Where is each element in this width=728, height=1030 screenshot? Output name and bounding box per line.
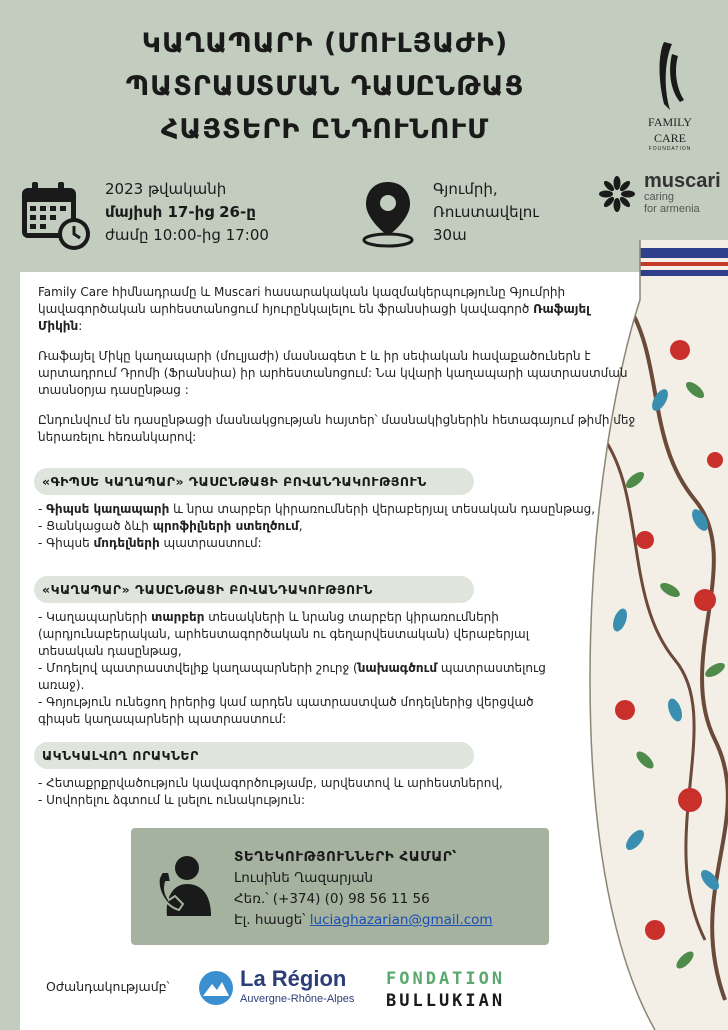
contact-email-link[interactable]: luciaghazarian@gmail.com — [309, 912, 493, 928]
intro-p1-text: Family Care հիմնադրամը և Muscari հասարակական կազմակերպությունը Գյումրիի կավագործական արհեստանոցում հյուրընկալելու են ֆրանսիացի կավագործ — [38, 285, 566, 316]
contact-title: ՏԵՂԵԿՈՒԹՅՈՒՆՆԵՐԻ ՀԱՄԱՐ՝ — [234, 849, 457, 865]
left-strip — [0, 272, 20, 1030]
event-hours: ժամը 10:00-ից 17:00 — [105, 226, 269, 244]
family-care-sub: FOUNDATION — [648, 146, 692, 152]
bullukian-line-1: FONDATION — [386, 969, 506, 989]
page-title — [95, 22, 555, 151]
event-year: 2023 թվականի — [105, 180, 227, 198]
contact-box — [131, 828, 549, 945]
section-mold-item-2 — [38, 660, 578, 694]
s1-i1-post: և նրա տարբեր կիրառումների վերաբերյալ տեսական դասընթաց, — [169, 502, 596, 516]
event-location — [433, 178, 539, 247]
s2-i2-post: պատրաստելուց առաջ). — [38, 661, 546, 692]
muscari-tag-1: caring — [644, 191, 674, 203]
s1-i1-bold: Գիպսե կաղապարի — [46, 502, 170, 516]
section-mold-heading: «ԿԱՂԱՊԱՐ» ԴԱՍԸՆԹԱՑԻ ԲՈՎԱՆԴԱԿՈՒԹՅՈՒՆ — [34, 576, 474, 603]
contact-phone: Հեռ.՝ (+374) (0) 98 56 11 56 — [234, 891, 430, 907]
region-mountain-icon — [198, 970, 234, 1006]
section-gypsum-heading: «ԳԻՊՍԵ ԿԱՂԱՊԱՐ» ԴԱՍԸՆԹԱՑԻ ԲՈՎԱՆԴԱԿՈՒԹՅՈՒՆ — [34, 468, 474, 495]
s1-i1-pre: - — [38, 502, 47, 516]
intro-p1-end: : — [78, 319, 83, 333]
muscari-tag-2: for armenia — [644, 203, 700, 215]
s1-i3-post: պատրաստում: — [159, 536, 262, 550]
intro-p1-bold: Ռաֆայել Միկին — [38, 302, 590, 333]
s1-i2-pre: - Ցանկացած ձևի — [38, 519, 153, 533]
contact-email-row — [234, 910, 493, 931]
title-line-2: ՊԱՏՐԱՍՏՄԱՆ ԴԱՍԸՆԹԱՑ — [125, 71, 525, 102]
muscari-name: muscari — [644, 170, 721, 192]
muscari-tagline — [644, 191, 700, 215]
event-dates: մայիսի 17-ից 26-ը — [105, 203, 256, 221]
s2-i1-post: տեսակների և նրանց տարբեր կիրառումների (արդյունաբերական, արհեստագործական ու գեղարվեստական) վերաբերյալ տեսական դասընթաց, — [38, 610, 529, 658]
s2-i2-bold: նախագծում — [357, 661, 438, 675]
section-gypsum-item-3 — [38, 535, 638, 552]
bullukian-logo — [386, 968, 505, 1012]
phone-user-icon — [157, 854, 213, 918]
family-care-mark-icon — [650, 40, 690, 112]
family-care-logo — [630, 40, 710, 165]
bullukian-line-2: BULLUKIAN — [386, 991, 506, 1011]
s1-i2-post: , — [298, 519, 303, 533]
region-logo — [198, 966, 373, 1010]
section-qualities-item-1: - Հետաքրքրվածություն կավագործությամբ, արվեստով և արհեստներով, — [38, 776, 503, 790]
contact-email-label: Էլ. հասցե՝ — [234, 912, 310, 928]
s1-i3-bold: մոդելների — [93, 536, 160, 550]
partners-label: Օժանդակությամբ՝ — [46, 979, 170, 994]
title-line-1: ԿԱՂԱՊԱՐԻ (ՄՈՒԼՅԱԺԻ) — [141, 28, 509, 59]
family-care-line2: CARE — [653, 131, 686, 145]
s1-i3-pre: - Գիպսե — [38, 536, 94, 550]
event-date — [105, 178, 269, 247]
intro-paragraph-3: Ընդունվում են դասընթացի մասնակցության հայտեր՝ մասնակիցներին հետագայում թիմի մեջ ներառելու հեռանկարով: — [38, 413, 636, 444]
section-gypsum-item-2 — [38, 518, 638, 535]
location-number: 30ա — [433, 226, 467, 244]
title-line-3: ՀԱՅՏԵՐԻ ԸՆԴՈՒՆՈՒՄ — [160, 114, 490, 145]
family-care-line1: FAMILY — [648, 115, 692, 129]
calendar-clock-icon — [20, 180, 92, 252]
section-gypsum-item-1 — [38, 501, 638, 518]
s2-i2-pre: - Մոդելով պատրաստվելիք կաղապարների շուրջ ( — [38, 661, 358, 675]
section-qualities-heading: ԱԿՆԿԱԼՎՈՂ ՈՐԱԿՆԵՐ — [34, 742, 474, 769]
map-pin-icon — [360, 180, 416, 248]
region-name: La Région — [240, 966, 347, 991]
region-sub: Auvergne-Rhône-Alpes — [240, 993, 355, 1005]
section-qualities-item-2: - Սովորելու ձգտում և լսելու ունակություն: — [38, 793, 305, 807]
contact-details — [234, 847, 493, 931]
s2-i1-bold: տարբեր — [151, 610, 205, 624]
location-city: Գյումրի, — [433, 180, 498, 198]
contact-name: Լուսինե Ղազարյան — [234, 870, 374, 886]
s1-i2-bold: պրոֆիլների ստեղծում — [152, 519, 299, 533]
section-mold-item-1 — [38, 609, 568, 660]
section-mold-item-3: - Գոյություն ունեցող իրերից կամ արդեն պատրաստված մոդելներից վերցված գիպսե կաղապարների պատրաստում: — [38, 695, 534, 726]
s2-i1-pre: - Կաղապարների — [38, 610, 152, 624]
location-street: Ռուստավելու — [433, 203, 539, 221]
muscari-logo — [598, 170, 726, 220]
intro-paragraph-1 — [38, 284, 638, 335]
intro-paragraph-2: Ռաֆայել Միկը կաղապարի (մուլյաժի) մասնագետ է և իր սեփական հավաքածուներն է արտադրում Դրոմի (Ֆրանսիա) իր արհեստանոցում: Նա կվարի կաղապարի պատրաստման տասնօրյա դասընթաց : — [38, 349, 628, 397]
muscari-flower-icon — [598, 175, 636, 213]
main-content — [38, 284, 638, 809]
